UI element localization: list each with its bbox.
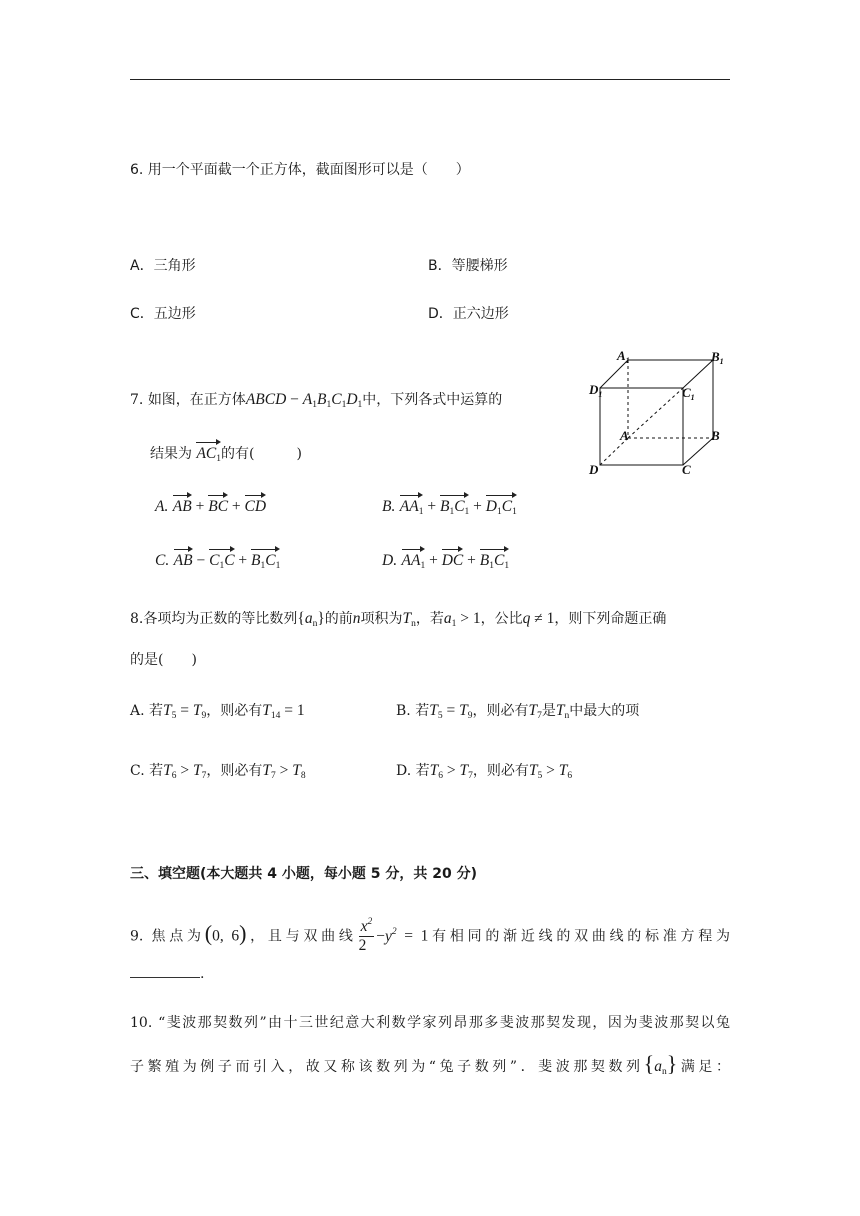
section-3-heading: 三、填空题(本大题共 4 小题，每小题 5 分，共 20 分) bbox=[130, 866, 478, 882]
q10-line1: 10. “斐波那契数列”由十三世纪意大利数学家列昂那多斐波那契发现，因为斐波那契以兔 bbox=[130, 1015, 730, 1031]
q8-stem: 8.各项均为正数的等比数列$\{a_n\}$的前n项积为$T_n$，若$a_1 > 1$，公比q ≠ 1，则下列命题正确 bbox=[130, 610, 667, 629]
q8-stem-mid2: 项积为 bbox=[360, 611, 403, 627]
q7-option-b-label: B. bbox=[382, 498, 396, 515]
q7-stem-pre: 如图，在正方体 bbox=[147, 392, 246, 408]
q7-option-c-label: C. bbox=[155, 552, 170, 569]
q8-option-d: D. 若$T_6 > T_7$，则必有$T_5 > T_6$ bbox=[396, 762, 573, 781]
q7-option-d: D. $AA_1$ + DC + $B_1C_1$ bbox=[382, 548, 509, 571]
q9-end: . bbox=[200, 966, 205, 982]
q7-line2-post: 的有( ) bbox=[221, 446, 302, 462]
q7-stem: 7. 如图，在正方体ABCD − $A_1B_1C_1D_1$中，下列各式中运算的 bbox=[130, 391, 503, 410]
q10-line2-post: 满足： bbox=[677, 1059, 730, 1075]
q8-option-a: A. 若$T_5 = T_9$，则必有$T_{14} = 1$ bbox=[130, 702, 305, 721]
q7-option-c: C. AB − $C_1C + B_1C_1$ bbox=[155, 548, 280, 571]
q8-option-c-pre: C. 若 bbox=[130, 763, 164, 779]
q8-stem-post: ，则下列命题正确 bbox=[554, 611, 667, 627]
q8-option-d-mid: ，则必有 bbox=[472, 763, 529, 779]
q8-option-a-mid: ，则必有 bbox=[206, 703, 263, 719]
q7-line2-pre: 结果为 bbox=[150, 446, 192, 462]
q6-option-a: A．三角形 bbox=[130, 258, 196, 274]
q8-stem-mid4: ，公比 bbox=[480, 611, 523, 627]
q7-stem-line2: 结果为 $AC_1$的有( ) bbox=[150, 441, 302, 464]
q8-stem-pre: 8.各项均为正数的等比数列 bbox=[130, 611, 298, 627]
q7-option-b: B. $AA_1 + B_1C_1 + D_1C_1$ bbox=[382, 494, 517, 517]
label-D1: $D_1$ bbox=[589, 382, 603, 399]
label-C1: $C_1$ bbox=[682, 385, 695, 402]
q9-answer-line bbox=[130, 963, 204, 984]
q7-stem-mid: 中，下列各式中运算的 bbox=[362, 392, 503, 408]
label-A: A bbox=[620, 428, 629, 443]
q9-mid: ，且与双曲线 bbox=[246, 928, 357, 945]
q6-option-c: C．五边形 bbox=[130, 306, 196, 322]
q8-option-b-mid2: 是 bbox=[541, 703, 556, 719]
q9-pre: 9. 焦点为 bbox=[130, 928, 205, 945]
label-B: B bbox=[711, 428, 720, 443]
q7-option-a: A. AB + BC + CD bbox=[155, 494, 266, 517]
q8-stem-mid1: 的前 bbox=[324, 611, 353, 627]
q9-post: 有相同的渐近线的双曲线的标准方程为 bbox=[428, 928, 731, 945]
q8-option-c-mid: ，则必有 bbox=[206, 763, 263, 779]
q6-option-d: D．正六边形 bbox=[428, 306, 509, 322]
q7-number: 7. bbox=[130, 392, 144, 408]
label-B1: $B_1$ bbox=[711, 349, 724, 366]
q10-line2: 子繁殖为例子而引入，故又称该数列为“兔子数列”．斐波那契数列$\{a_n\}$满足： bbox=[130, 1051, 730, 1077]
q8-stem-mid3: ，若 bbox=[415, 611, 444, 627]
q8-option-a-pre: A. 若 bbox=[130, 703, 164, 719]
q8-stem-line2: 的是( ) bbox=[130, 652, 197, 668]
header-rule bbox=[130, 79, 730, 80]
q8-option-c: C. 若$T_6 > T_7$，则必有$T_7 > T_8$ bbox=[130, 762, 306, 781]
q8-option-b-post: 中最大的项 bbox=[569, 703, 640, 719]
label-C: C bbox=[682, 462, 691, 477]
q9-answer-blank[interactable] bbox=[130, 963, 200, 978]
label-A1: $A_1$ bbox=[617, 348, 630, 365]
q8-option-b: B. 若$T_5 = T_9$，则必有$T_7$是$T_n$中最大的项 bbox=[396, 702, 640, 721]
q8-option-d-pre: D. 若 bbox=[396, 763, 430, 779]
q7-option-a-label: A. bbox=[155, 498, 169, 515]
q9-stem: 9. 焦点为(0, 6)，且与双曲线 $\frac{x^2}{2}$ $-y^2 = 1$有相同的渐近线的双曲线的标准方程为 bbox=[130, 917, 731, 954]
q7-option-d-label: D. bbox=[382, 552, 398, 569]
q8-option-b-pre: B. 若 bbox=[396, 703, 430, 719]
label-D: D bbox=[589, 462, 599, 477]
q6-stem: 6. 用一个平面截一个正方体，截面图形可以是（ ） bbox=[130, 162, 470, 178]
cube-figure bbox=[585, 348, 730, 478]
q6-option-b: B．等腰梯形 bbox=[428, 258, 508, 274]
q10-line2-pre: 子繁殖为例子而引入，故又称该数列为“兔子数列”．斐波那契数列 bbox=[130, 1059, 644, 1075]
q8-option-b-mid: ，则必有 bbox=[472, 703, 529, 719]
